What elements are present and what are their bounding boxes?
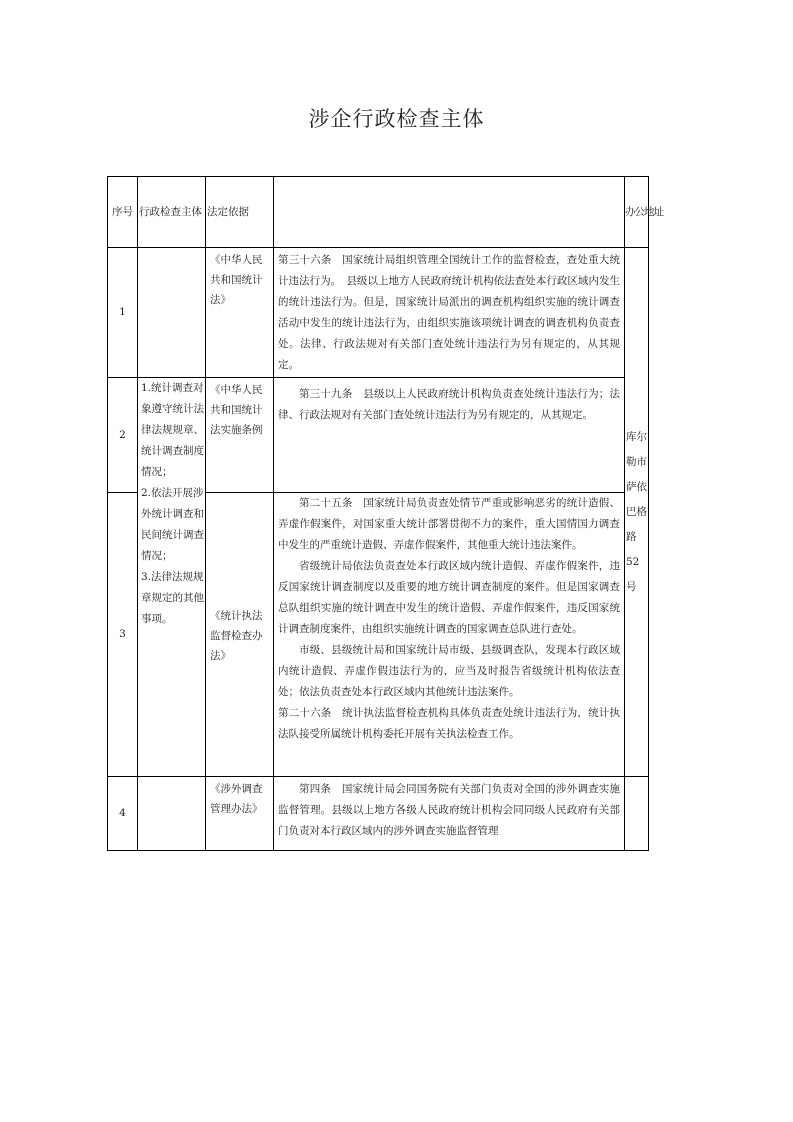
law-name: 《中华人民共和国统计法》 <box>206 248 274 378</box>
article-text: 第三十九条 县级以上人民政府统计机构负责查处统计违法行为；法律、行政法规对有关部门查处统计违法行为另有规定的，从其规定。 <box>278 388 620 421</box>
law-name: 《涉外调查管理办法》 <box>206 777 274 851</box>
article-text: 第三十六条 国家统计局组织管理全国统计工作的监督检查，查处重大统计违法行为。 县级以上地方人民政府统计机构依法查处本行政区域内发生的统计违法行为。但是，国家统计局派出的调查机构组织实施的统计调查活动中发生的统计违法行为，由组织实施该项统计调查的调查机构负责查处。法律、行政法规对有关部门查处统计违法行为另有规定的，从其规定。 <box>278 254 620 371</box>
header-address: 办公地址 <box>625 177 649 248</box>
row-seq: 2 <box>108 378 138 493</box>
header-basis: 法定依据 <box>206 177 274 248</box>
law-name: 《统计执法监督检查办法》 <box>206 493 274 777</box>
article-text: 第四条 国家统计局会同国务院有关部门负责对全国的涉外调查实施监督管理。县级以上地方各级人民政府统计机构会同同级人民政府有关部门负责对本行政区域内的涉外调查实施监督管理 <box>278 783 620 837</box>
office-address: 库尔勒市萨依巴格路52号 <box>625 248 649 777</box>
article-text: 第二十五条 国家统计局负责查处情节严重或影响恶劣的统计造假、弄虚作假案件，对国家重大统计部署贯彻不力的案件，重大国情国力调查中发生的严重统计造假、弄虚作假案件，其他重大统计违法案件。 <box>278 497 620 551</box>
article-cell <box>274 493 625 777</box>
article-text: 第二十六条 统计执法监督检查机构具体负责查处统计违法行为，统计执法队接受所属统计机构委托开展有关执法检查工作。 <box>278 707 620 740</box>
table-header-row <box>108 177 649 248</box>
header-seq: 序号 <box>108 177 138 248</box>
subject-item-3: 3.法律法规规章规定的其他事项。 <box>141 571 204 625</box>
header-content <box>274 177 625 248</box>
row-seq: 4 <box>108 777 138 851</box>
article-cell <box>274 777 625 851</box>
table-row <box>108 777 649 851</box>
law-name: 《中华人民共和国统计法实施条例 <box>206 378 274 493</box>
article-text: 市级、县级统计局和国家统计局市级、县级调查队，发现本行政区域内统计造假、弄虚作假违法行为的，应当及时报告省级统计机构依法查处；依法负责查处本行政区域内其他统计违法案件。 <box>278 644 620 698</box>
inspection-table <box>107 176 663 851</box>
subject-item-2: 2.依法开展涉外统计调查和民间统计调查情况； <box>141 487 204 562</box>
table-row <box>108 378 649 493</box>
row-seq: 1 <box>108 248 138 378</box>
table-row <box>108 248 649 378</box>
address-cell-empty <box>625 777 649 851</box>
page-title: 涉企行政检查主体 <box>308 107 485 131</box>
header-subject: 行政检查主体 <box>138 177 206 248</box>
article-cell <box>274 248 625 378</box>
article-cell <box>274 378 625 493</box>
inspection-subject <box>138 378 206 777</box>
subject-cell-empty <box>138 777 206 851</box>
subject-cell-empty <box>138 248 206 378</box>
row-seq: 3 <box>108 493 138 777</box>
subject-item-1: 1.统计调查对象遵守统计法律法规规章、统计调查制度情况； <box>141 382 204 478</box>
article-text: 省级统计局依法负责查处本行政区域内统计造假、弄虚作假案件，违反国家统计调查制度以及重要的地方统计调查制度的案件。但是国家调查总队组织实施的统计调查中发生的统计造假、弄虚作假案件，违反国家统计调查制度案件，由组织实施统计调查的国家调查总队进行查处。 <box>278 560 620 635</box>
